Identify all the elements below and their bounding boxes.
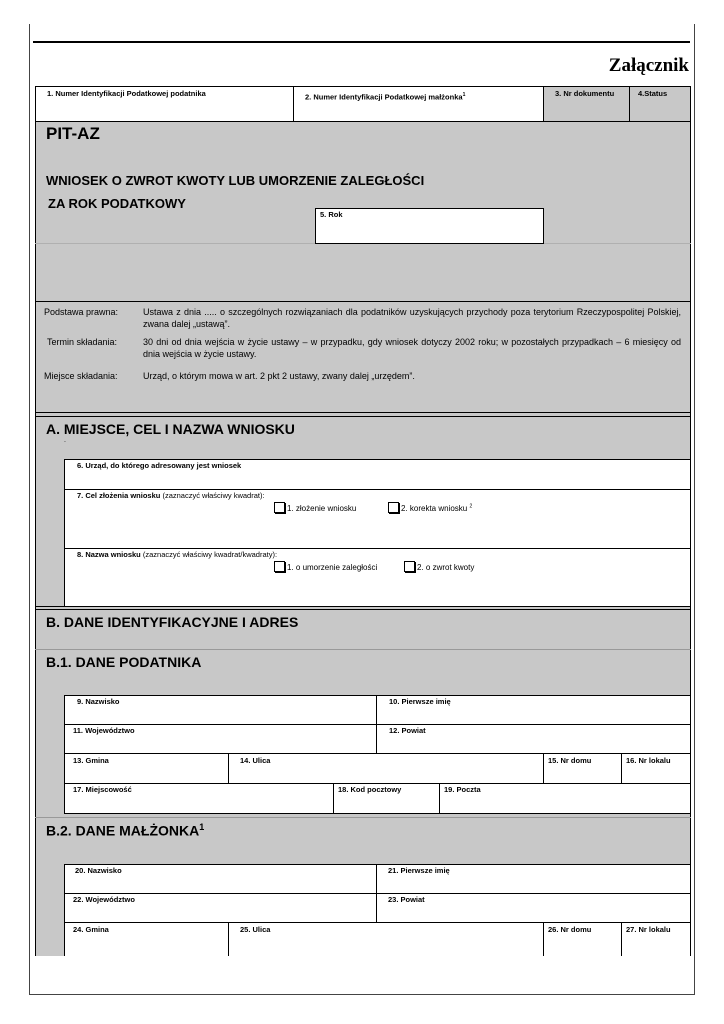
option-8-1-label: 1. o umorzenie zaległości xyxy=(287,563,378,572)
field-11-label: 11. Województwo xyxy=(73,726,135,735)
divider xyxy=(35,416,691,417)
field-24-label: 24. Gmina xyxy=(73,925,109,934)
field-23-label: 23. Powiat xyxy=(388,895,425,904)
field-19-label: 19. Poczta xyxy=(444,785,481,794)
page-title: Załącznik xyxy=(608,55,689,76)
form-name-line1: WNIOSEK O ZWROT KWOTY LUB UMORZENIE ZALEGŁOŚCI xyxy=(46,173,425,188)
field-4-label: 4.Status xyxy=(638,89,668,98)
section-b1-title: B.1. DANE PODATNIKA xyxy=(46,654,202,670)
place-text: Urząd, o którym mowa w art. 2 pkt 2 ustawy, zwany dalej „urzędem”. xyxy=(143,371,415,381)
field-26-label: 26. Nr domu xyxy=(548,925,592,934)
option-7-1-label: 1. złożenie wniosku xyxy=(287,504,357,513)
field-5-rok[interactable] xyxy=(315,208,544,244)
field-1-label: 1. Numer Identyfikacji Podatkowej podatnika xyxy=(47,89,206,98)
option-8-2[interactable] xyxy=(404,561,474,572)
divider xyxy=(35,817,691,818)
field-21-label: 21. Pierwsze imię xyxy=(388,866,450,875)
field-22-label: 22. Województwo xyxy=(73,895,135,904)
field-6-label: 6. Urząd, do którego adresowany jest wniosek xyxy=(77,461,242,470)
section-b2-title-text: B.2. DANE MAŁŻONKA xyxy=(46,822,200,839)
option-8-1[interactable] xyxy=(274,561,377,572)
field-3-label: 3. Nr dokumentu xyxy=(555,89,615,98)
field-18-label: 18. Kod pocztowy xyxy=(338,785,402,794)
checkbox-8-1[interactable] xyxy=(274,561,285,572)
field-14-label: 14. Ulica xyxy=(240,756,271,765)
place-label: Miejsce składania: xyxy=(44,371,118,381)
field-2-label-text: 2. Numer Identyfikacji Podatkowej małżonka xyxy=(305,92,463,102)
checkbox-7-1[interactable] xyxy=(274,502,285,513)
divider xyxy=(35,649,691,650)
section-a-dot: . xyxy=(64,437,66,444)
divider xyxy=(35,609,691,610)
checkbox-8-2[interactable] xyxy=(404,561,415,572)
field-25-label: 25. Ulica xyxy=(240,925,271,934)
field-25-ulica[interactable] xyxy=(228,922,544,956)
section-b-title: B. DANE IDENTYFIKACYJNE I ADRES xyxy=(46,614,299,630)
field-7-label-note: (zaznaczyć właściwy kwadrat): xyxy=(160,491,265,500)
field-20-label: 20. Nazwisko xyxy=(75,866,122,875)
field-5-label: 5. Rok xyxy=(320,210,343,219)
field-13-label: 13. Gmina xyxy=(73,756,109,765)
field-17-label: 17. Miejscowość xyxy=(73,785,132,794)
deadline-label: Termin składania: xyxy=(47,337,118,347)
field-14-ulica[interactable] xyxy=(228,753,544,784)
field-7-label-bold: 7. Cel złożenia wniosku xyxy=(77,491,161,500)
field-12-label: 12. Powiat xyxy=(389,726,426,735)
form-code: PIT-AZ xyxy=(46,124,100,143)
field-16-label: 16. Nr lokalu xyxy=(626,756,671,765)
checkbox-7-2[interactable] xyxy=(388,502,399,513)
basis-text: Ustawa z dnia ..... o szczególnych rozwiązaniach dla podatników uzyskujących przychody poza terytorium Rzeczypospolitej Polskiej, zwana dalej „ustawą”. xyxy=(143,307,681,329)
field-8-label-bold: 8. Nazwa wniosku xyxy=(77,550,141,559)
form-name-line2: ZA ROK PODATKOWY xyxy=(48,196,186,211)
basis-label: Podstawa prawna: xyxy=(44,307,119,317)
option-7-2[interactable] xyxy=(388,502,472,513)
field-8-label xyxy=(77,550,277,559)
field-10-label: 10. Pierwsze imię xyxy=(389,697,451,706)
field-9-label: 9. Nazwisko xyxy=(77,697,120,706)
field-27-label: 27. Nr lokalu xyxy=(626,925,671,934)
field-2-label xyxy=(305,92,465,102)
top-rule xyxy=(33,41,690,43)
section-b2-footnote: 1 xyxy=(199,822,205,832)
field-8-label-note: (zaznaczyć właściwy kwadrat/kwadraty): xyxy=(140,550,278,559)
field-2-footnote: 1 xyxy=(462,92,466,98)
deadline-text: 30 dni od dnia wejścia w życie ustawy – w przypadku, gdy wniosek dotyczy 2002 roku; w pozostałych przypadkach – 6 miesięcy od dnia wejścia w życie ustawy. xyxy=(143,337,681,359)
option-7-2-label: 2. korekta wniosku xyxy=(401,504,468,513)
field-7-label xyxy=(77,491,265,500)
option-8-2-label: 2. o zwrot kwoty xyxy=(417,563,475,572)
section-b2-title xyxy=(46,822,204,839)
option-7-2-footnote: 2 xyxy=(469,503,473,510)
field-15-label: 15. Nr domu xyxy=(548,756,592,765)
section-a-title: A. MIEJSCE, CEL I NAZWA WNIOSKU xyxy=(46,421,295,437)
option-7-1[interactable] xyxy=(274,502,356,513)
